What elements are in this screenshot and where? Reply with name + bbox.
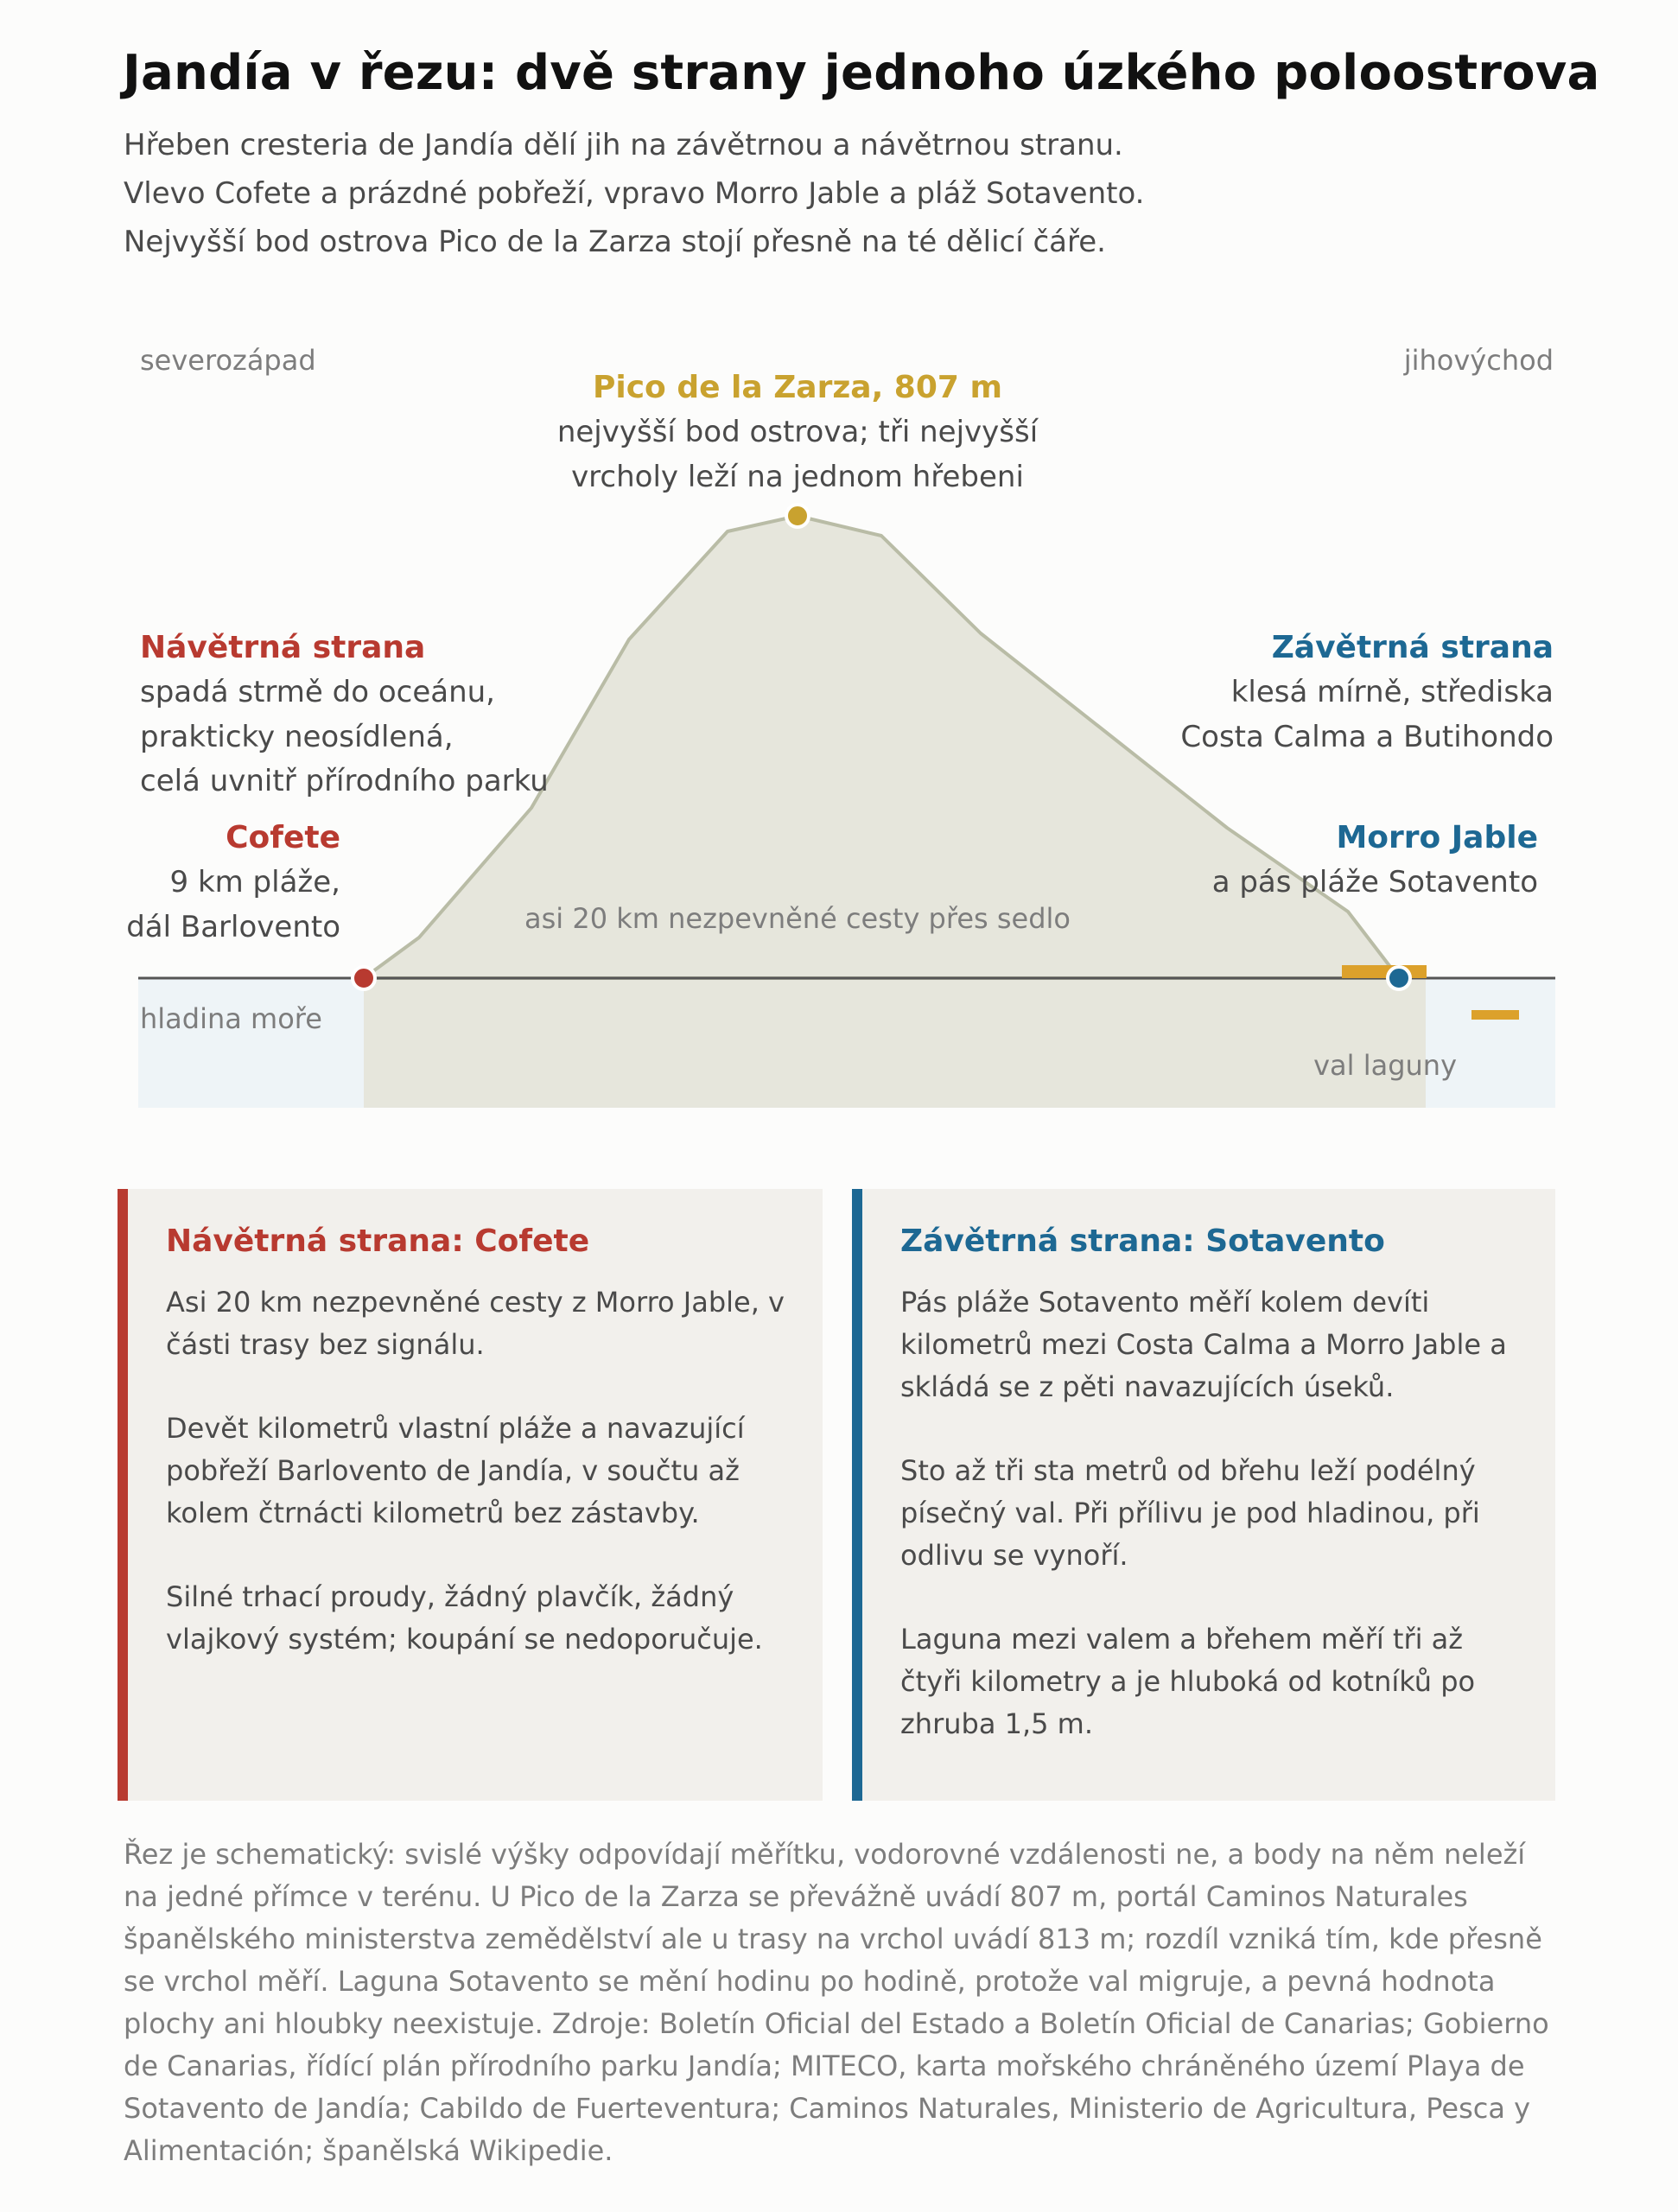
direction-left: severozápad	[140, 344, 316, 377]
windward-title: Návětrná strana	[140, 630, 426, 665]
footnote: Řez je schematický: svislé výšky odpovídají měřítku, vodorovné vzdálenosti ne, a body na něm neleží na jedné přímce v terénu. U Pico de la Zarza se převážně uvádí 807 m, portál Caminos Naturales španělského ministerstva zemědělství ale u trasy na vrchol uvádí 813 m; rozdíl vzniká tím, kde přesně se vrchol měří. Laguna Sotavento se mění hodinu po hodině, protože val migruje, a pevná hodnota plochy ani hloubky neexistuje. Zdroje: Boletín Oficial del Estado a Boletín Oficial de Canarias; Gobierno de Canarias, řídící plán přírodního parku Jandía; MITECO, karta mořského chráněného území Playa de Sotavento de Jandía; Cabildo de Fuerteventura; Caminos Naturales, Ministerio de Agricultura, Pesca y Alimentación; španělská Wikipedie.	[124, 1838, 1549, 2167]
windward-card	[118, 1189, 823, 1801]
leeward-card-paragraph: Laguna mezi valem a břehem měří tři až čtyři kilometry a je hluboká od kotníků po zhruba 1,5 m.	[900, 1623, 1476, 1740]
windward-card-paragraph: Devět kilometrů vlastní pláže a navazující pobřeží Barlovento de Jandía, v součtu až kolem čtrnácti kilometrů bez zástavby.	[166, 1412, 745, 1529]
leeward-card-title: Závětrná strana: Sotavento	[900, 1224, 1385, 1259]
sea-right	[1426, 978, 1555, 1108]
intro-line: Vlevo Cofete a prázdné pobřeží, vpravo Morro Jable a pláž Sotavento.	[124, 176, 1145, 211]
leeward-desc-line: Costa Calma a Butihondo	[1180, 720, 1554, 754]
sandbar-far	[1471, 1010, 1519, 1020]
leeward-title: Závětrná strana	[1271, 630, 1554, 665]
cofete-title: Cofete	[226, 820, 340, 855]
sandbar-near	[1342, 965, 1427, 978]
road-label: asi 20 km nezpevněné cesty přes sedlo	[524, 902, 1071, 935]
sea-level-label: hladina moře	[140, 1002, 322, 1035]
peak-desc-line: vrcholy leží na jednom hřebeni	[571, 460, 1024, 494]
page-title: Jandía v řezu: dvě strany jednoho úzkého poloostrova	[123, 45, 1600, 101]
intro-line: Hřeben cresteria de Jandía dělí jih na závětrnou a návětrnou stranu.	[124, 128, 1123, 162]
peak-point	[786, 505, 809, 527]
windward-desc-line: prakticky neosídlená,	[140, 720, 454, 754]
cofete-point	[353, 967, 375, 989]
cofete-desc-line: 9 km pláže,	[169, 865, 340, 899]
intro-line: Nejvyšší bod ostrova Pico de la Zarza stojí přesně na té dělicí čáře.	[124, 225, 1106, 259]
peak-desc-line: nejvyšší bod ostrova; tři nejvyšší	[556, 415, 1039, 449]
windward-card-paragraph: Asi 20 km nezpevněné cesty z Morro Jable, v části trasy bez signálu.	[166, 1286, 785, 1361]
leeward-card-paragraph: Pás pláže Sotavento měří kolem devíti kilometrů mezi Costa Calma a Morro Jable a skládá se z pěti navazujících úseků.	[900, 1286, 1507, 1403]
intro	[124, 121, 1144, 266]
peak-label: Pico de la Zarza, 807 m	[592, 370, 1003, 405]
lagoon-label: val laguny	[1313, 1049, 1457, 1082]
morro-jable-title: Morro Jable	[1336, 820, 1538, 855]
cross-section-diagram	[0, 311, 1678, 1141]
cofete-desc-line: dál Barlovento	[126, 910, 340, 944]
morro-jable-point	[1388, 967, 1410, 989]
windward-card-title: Návětrná strana: Cofete	[166, 1224, 590, 1259]
morro-jable-desc-line: a pás pláže Sotavento	[1211, 865, 1538, 899]
direction-right: jihovýchod	[1403, 344, 1554, 377]
windward-desc-line: spadá strmě do oceánu,	[140, 675, 495, 709]
leeward-card	[852, 1189, 1555, 1801]
windward-card-paragraph: Silné trhací proudy, žádný plavčík, žádný vlajkový systém; koupání se nedoporučuje.	[166, 1580, 763, 1656]
leeward-desc-line: klesá mírně, střediska	[1230, 675, 1554, 709]
leeward-card-paragraph: Sto až tři sta metrů od břehu leží podélný písečný val. Při přílivu je pod hladinou, při odlivu se vynoří.	[900, 1454, 1480, 1572]
sea-left	[138, 978, 365, 1108]
land-base	[364, 978, 1426, 1108]
windward-desc-line: celá uvnitř přírodního parku	[140, 764, 549, 798]
